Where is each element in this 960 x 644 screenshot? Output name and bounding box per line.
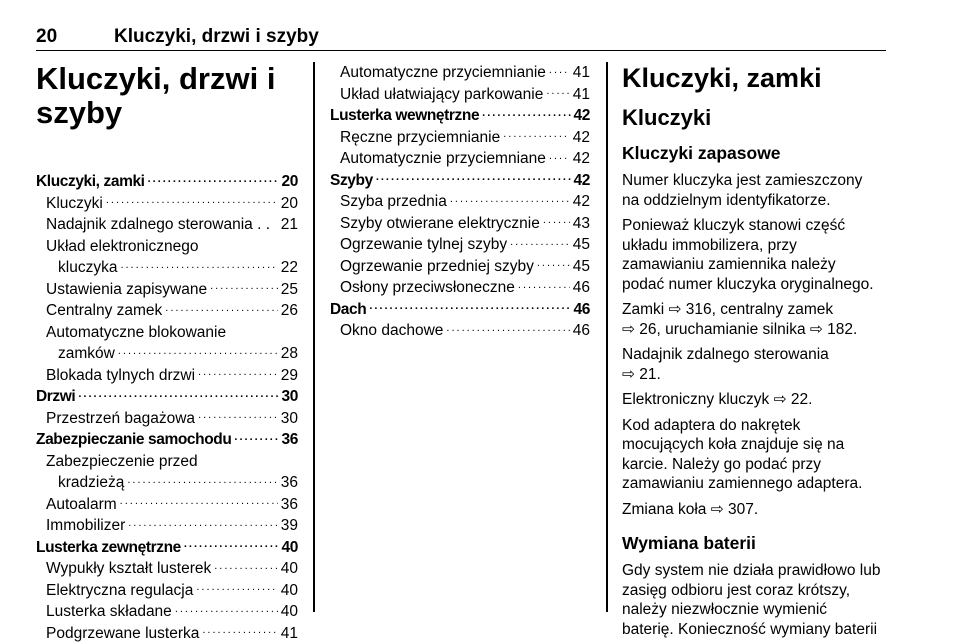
column-divider <box>313 62 315 612</box>
toc-leader <box>446 321 569 335</box>
paragraph-line: karcie. Należy go podać przy <box>622 455 890 475</box>
toc-leader <box>120 495 278 509</box>
toc-column-2 <box>330 62 590 342</box>
toc-leader <box>202 624 277 638</box>
toc-leader <box>546 85 569 99</box>
table-of-contents <box>330 62 590 342</box>
toc-page-number: 28 <box>281 343 298 365</box>
toc-page-number: 40 <box>281 558 298 580</box>
toc-entry[interactable] <box>330 213 590 235</box>
paragraph-line: mocujących koła znajduje się na <box>622 435 890 455</box>
toc-entry-text: Elektryczna regulacja <box>46 580 193 602</box>
toc-entry[interactable] <box>36 236 298 258</box>
toc-entry[interactable] <box>36 257 298 279</box>
toc-entry[interactable] <box>330 234 590 256</box>
toc-entry-text: Dach <box>330 299 366 321</box>
toc-entry-main[interactable] <box>36 386 298 408</box>
toc-page-number: 40 <box>282 537 298 559</box>
table-of-contents <box>36 171 298 644</box>
toc-column-1 <box>36 62 298 644</box>
toc-leader <box>118 344 278 358</box>
toc-entry-text: Okno dachowe <box>340 320 443 342</box>
toc-page-number: 41 <box>573 84 590 106</box>
page-number: 20 <box>36 26 57 48</box>
paragraph-line: podać numer kluczyka oryginalnego. <box>622 275 890 295</box>
toc-entry-text: zamków <box>58 343 115 365</box>
chapter-title-line: szyby <box>36 95 122 130</box>
toc-entry[interactable] <box>36 193 298 215</box>
column-divider <box>606 62 608 612</box>
toc-entry[interactable] <box>36 494 298 516</box>
toc-leader <box>148 172 279 186</box>
toc-entry-text: Automatyczne przyciemnianie <box>340 62 546 84</box>
toc-leader <box>503 128 570 142</box>
chapter-title <box>36 62 298 130</box>
toc-leader <box>120 258 277 272</box>
toc-page-number: 45 <box>573 256 590 278</box>
paragraph-line: zamawianiu zamiennika należy <box>622 255 890 275</box>
toc-entry[interactable] <box>330 62 590 84</box>
toc-entry-main[interactable] <box>36 429 298 451</box>
paragraph-line: na oddzielnym identyfikatorze. <box>622 191 890 211</box>
toc-page-number: 20 <box>282 171 298 193</box>
toc-page-number: 41 <box>281 623 298 644</box>
toc-entry-text: Przestrzeń bagażowa <box>46 408 195 430</box>
toc-leader <box>214 559 278 573</box>
toc-leader <box>549 63 570 77</box>
toc-page-number: 42 <box>574 105 590 127</box>
paragraph-line: Elektroniczny kluczyk ⇨ 22. <box>622 390 890 410</box>
toc-page-number: 46 <box>574 299 590 321</box>
toc-leader <box>450 192 570 206</box>
toc-entry-text: Ustawienia zapisywane <box>46 279 207 301</box>
toc-entry-text: Osłony przeciwsłoneczne <box>340 277 515 299</box>
toc-entry-text: Układ ułatwiający parkowanie <box>340 84 543 106</box>
paragraph-line: Numer kluczyka jest zamieszczony <box>622 171 890 191</box>
toc-leader <box>543 214 570 228</box>
content-column <box>622 62 890 639</box>
toc-entry-text: kradzieżą <box>58 472 124 494</box>
toc-entry-text: Blokada tylnych drzwi <box>46 365 195 387</box>
toc-leader <box>234 430 278 444</box>
paragraph <box>622 216 890 294</box>
toc-entry-text: Kluczyki <box>46 193 103 215</box>
toc-entry-text: Lusterka wewnętrzne <box>330 105 479 127</box>
toc-entry[interactable] <box>36 472 298 494</box>
toc-page-number: 30 <box>282 386 298 408</box>
toc-page-number: 46 <box>573 277 590 299</box>
toc-leader <box>510 235 570 249</box>
toc-entry[interactable] <box>36 322 298 344</box>
toc-leader <box>78 387 278 401</box>
toc-page-number: 42 <box>573 148 590 170</box>
chapter-title-line: Kluczyki, drzwi i <box>36 61 275 96</box>
toc-leader <box>175 602 278 616</box>
topic-heading: Wymiana baterii <box>622 531 890 555</box>
toc-entry-text: Lusterka składane <box>46 601 172 623</box>
toc-entry-text: Automatycznie przyciemniane <box>340 148 546 170</box>
toc-entry-text: Drzwi <box>36 386 75 408</box>
toc-page-number: 42 <box>574 170 590 192</box>
toc-entry-text: kluczyka <box>58 257 117 279</box>
toc-entry-text: Autoalarm <box>46 494 117 516</box>
toc-entry-text: Wypukły kształt lusterek <box>46 558 211 580</box>
toc-leader <box>165 301 277 315</box>
toc-entry-text: Ręczne przyciemnianie <box>340 127 500 149</box>
running-title: Kluczyki, drzwi i szyby <box>114 26 319 48</box>
paragraph-line: należy niezwłocznie wymienić <box>622 600 890 620</box>
paragraph-line: układu immobilizera, przy <box>622 236 890 256</box>
toc-entry-main[interactable] <box>330 170 590 192</box>
toc-leader <box>198 366 278 380</box>
paragraph-line: Ponieważ kluczyk stanowi część <box>622 216 890 236</box>
paragraph <box>622 390 890 410</box>
toc-entry[interactable] <box>36 343 298 365</box>
toc-entry[interactable] <box>36 214 298 236</box>
toc-entry-text: Podgrzewane lusterka <box>46 623 199 644</box>
toc-entry-text: Lusterka zewnętrzne <box>36 537 181 559</box>
toc-entry[interactable] <box>330 148 590 170</box>
toc-entry-text: Szyby otwierane elektrycznie <box>340 213 540 235</box>
toc-leader <box>537 257 570 271</box>
toc-leader <box>106 194 278 208</box>
toc-entry[interactable] <box>36 580 298 602</box>
paragraph-line: Zamki ⇨ 316, centralny zamek <box>622 300 890 320</box>
toc-entry-text: Centralny zamek <box>46 300 162 322</box>
toc-entry-text: Ogrzewanie tylnej szyby <box>340 234 507 256</box>
toc-entry[interactable] <box>36 515 298 537</box>
toc-entry[interactable] <box>36 300 298 322</box>
toc-leader <box>369 300 570 314</box>
toc-leader <box>376 171 571 185</box>
toc-entry[interactable] <box>330 127 590 149</box>
toc-leader <box>482 106 570 120</box>
toc-page-number: 30 <box>281 408 298 430</box>
paragraph <box>622 561 890 639</box>
subsection-heading: Kluczyki <box>622 104 890 132</box>
toc-page-number: 29 <box>281 365 298 387</box>
toc-leader <box>518 278 570 292</box>
toc-entry-main[interactable] <box>330 299 590 321</box>
toc-entry[interactable] <box>330 277 590 299</box>
toc-entry-text: Szyby <box>330 170 373 192</box>
toc-page-number: 36 <box>281 472 298 494</box>
toc-page-number: 21 <box>281 214 298 236</box>
toc-entry[interactable] <box>36 451 298 473</box>
toc-entry-text: Nadajnik zdalnego sterowania . . <box>46 214 270 236</box>
paragraph-line: ⇨ 26, uruchamianie silnika ⇨ 182. <box>622 320 890 340</box>
toc-leader <box>128 516 278 530</box>
paragraph <box>622 416 890 494</box>
section-heading: Kluczyki, zamki <box>622 62 890 94</box>
toc-page-number: 36 <box>282 429 298 451</box>
toc-leader <box>184 538 279 552</box>
toc-page-number: 26 <box>281 300 298 322</box>
toc-leader <box>549 149 570 163</box>
toc-page-number: 45 <box>573 234 590 256</box>
toc-leader <box>210 280 278 294</box>
toc-entry[interactable] <box>330 191 590 213</box>
toc-entry[interactable] <box>330 84 590 106</box>
paragraph-line: Kod adaptera do nakrętek <box>622 416 890 436</box>
toc-leader <box>196 581 277 595</box>
paragraph <box>622 171 890 210</box>
paragraph-line: zasięg odbioru jest coraz krótszy, <box>622 581 890 601</box>
toc-page-number: 46 <box>573 320 590 342</box>
toc-entry-text: Immobilizer <box>46 515 125 537</box>
paragraph-line: Zmiana koła ⇨ 307. <box>622 500 890 520</box>
toc-entry-text: Automatyczne blokowanie <box>46 322 226 344</box>
toc-leader <box>127 473 277 487</box>
toc-page-number: 40 <box>281 580 298 602</box>
toc-entry-text: Zabezpieczenie przed <box>46 451 198 473</box>
toc-page-number: 36 <box>281 494 298 516</box>
paragraph-line: zamawianiu zamiennego adaptera. <box>622 474 890 494</box>
toc-entry[interactable] <box>36 558 298 580</box>
toc-page-number: 41 <box>573 62 590 84</box>
toc-entry[interactable] <box>36 623 298 644</box>
paragraph-line: ⇨ 21. <box>622 365 890 385</box>
paragraph-line: baterię. Konieczność wymiany baterii <box>622 620 890 640</box>
toc-page-number: 20 <box>281 193 298 215</box>
toc-page-number: 42 <box>573 191 590 213</box>
toc-entry-text: Zabezpieczanie samochodu <box>36 429 231 451</box>
toc-entry-main[interactable] <box>36 537 298 559</box>
toc-page-number: 43 <box>573 213 590 235</box>
paragraph <box>622 500 890 520</box>
toc-entry[interactable] <box>330 320 590 342</box>
paragraph <box>622 345 890 384</box>
topic-heading: Kluczyki zapasowe <box>622 141 890 165</box>
toc-entry-text: Szyba przednia <box>340 191 447 213</box>
toc-entry[interactable] <box>36 601 298 623</box>
toc-page-number: 22 <box>281 257 298 279</box>
toc-leader <box>198 409 278 423</box>
paragraph-line: Nadajnik zdalnego sterowania <box>622 345 890 365</box>
toc-entry-text: Układ elektronicznego <box>46 236 199 258</box>
toc-page-number: 40 <box>281 601 298 623</box>
toc-page-number: 25 <box>281 279 298 301</box>
paragraph-line: Gdy system nie działa prawidłowo lub <box>622 561 890 581</box>
toc-entry-text: Kluczyki, zamki <box>36 171 145 193</box>
toc-page-number: 39 <box>281 515 298 537</box>
toc-entry[interactable] <box>36 408 298 430</box>
toc-entry[interactable] <box>330 256 590 278</box>
toc-entry[interactable] <box>36 279 298 301</box>
paragraph <box>622 300 890 339</box>
toc-entry-main[interactable] <box>330 105 590 127</box>
toc-entry[interactable] <box>36 365 298 387</box>
page-header <box>36 20 886 51</box>
toc-entry-main[interactable] <box>36 171 298 193</box>
toc-entry-text: Ogrzewanie przedniej szyby <box>340 256 534 278</box>
toc-page-number: 42 <box>573 127 590 149</box>
